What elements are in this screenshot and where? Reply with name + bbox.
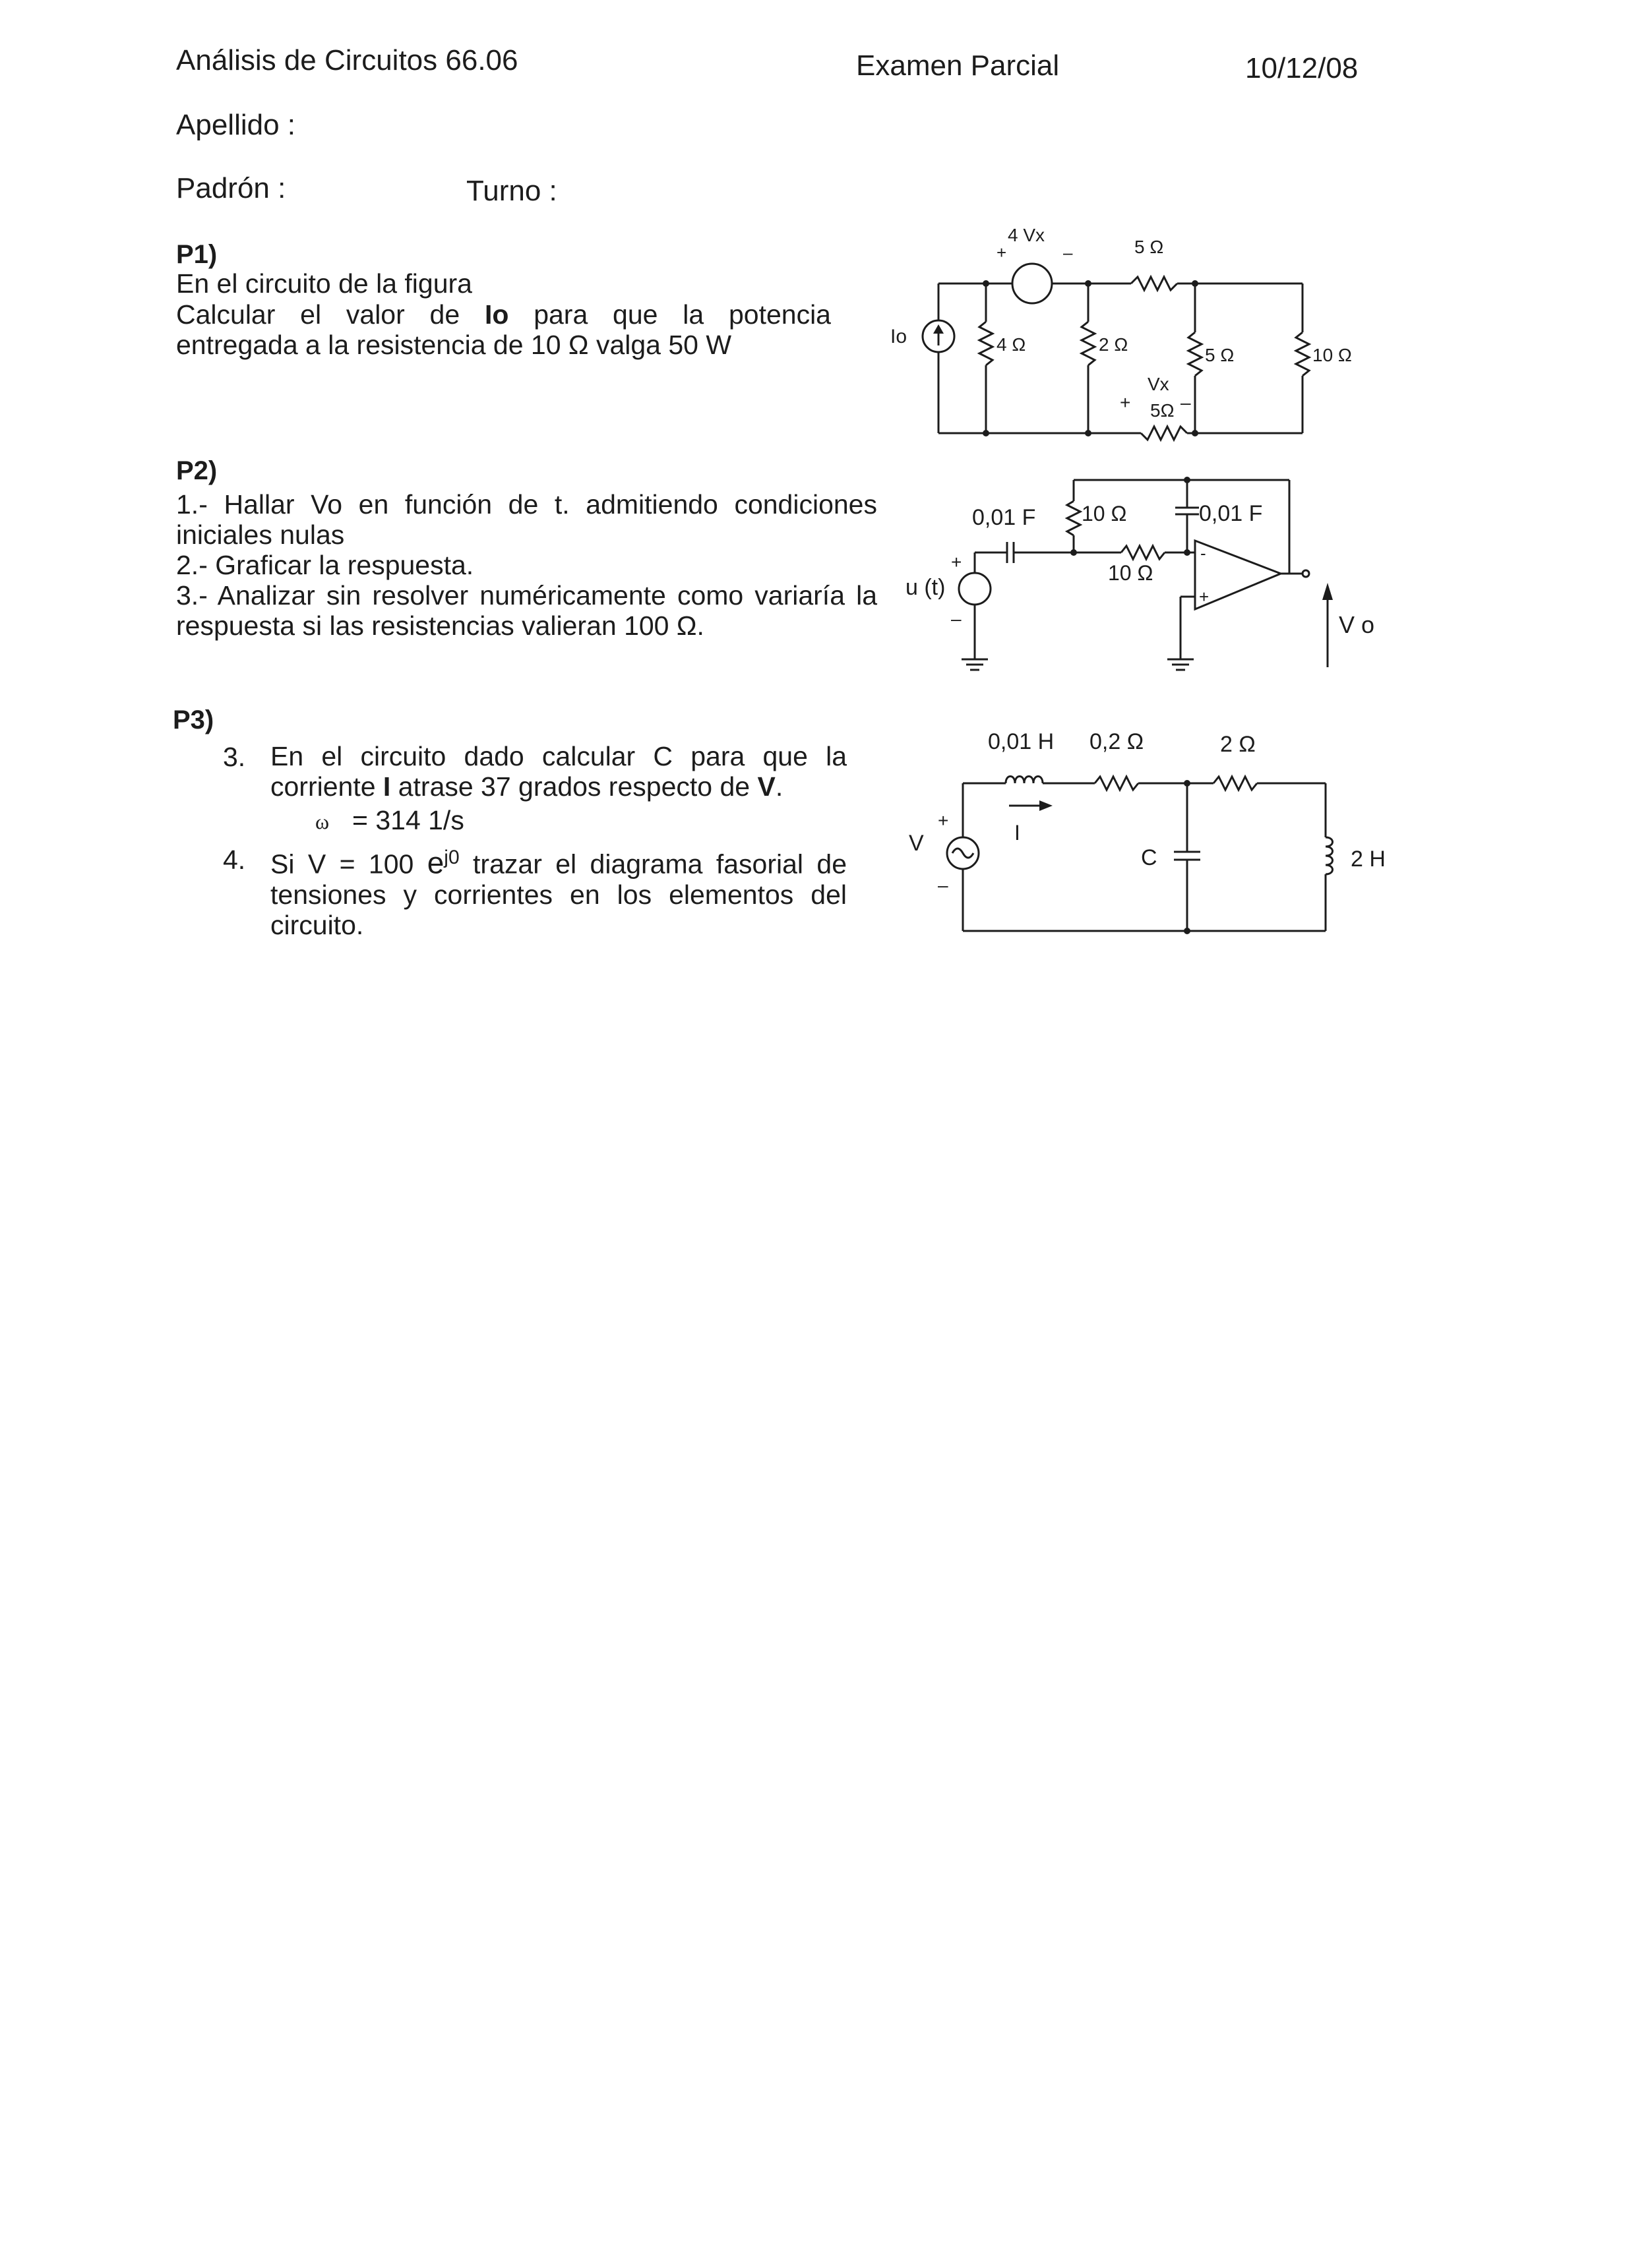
p2-opamp-minus: - xyxy=(1200,543,1206,563)
p1-label: P1) xyxy=(176,240,218,269)
p1-line-2a: Calcular el valor de xyxy=(176,299,485,330)
p2-c1-label: 0,01 F xyxy=(972,505,1036,530)
p1-r-top-label: 5 Ω xyxy=(1134,237,1164,257)
p3-i4-exponent: j0 xyxy=(444,847,460,868)
p3-v-plus: + xyxy=(938,810,949,831)
p3-item-3-line-1: En el circuito dado calcular C para que la xyxy=(270,741,847,771)
p1-r5v-label: 5 Ω xyxy=(1205,345,1235,365)
p3-v-minus: – xyxy=(938,875,948,895)
p1-line-1: En el circuito de la figura xyxy=(176,268,472,299)
p2-paragraph xyxy=(176,489,877,641)
p3-r2-label: 2 Ω xyxy=(1220,732,1256,757)
exam-date: 10/12/08 xyxy=(1245,52,1359,84)
p1-io-bold: Io xyxy=(484,299,509,330)
p3-voltage-bold: V xyxy=(757,771,776,802)
p3-i3-l2e: . xyxy=(775,771,783,802)
p3-i3-l2a: corriente xyxy=(270,771,383,802)
turno-label: Turno : xyxy=(466,175,557,207)
p3-l1-label: 0,01 H xyxy=(988,729,1055,754)
p3-i3-l2c: atrase 37 grados respecto de xyxy=(390,771,758,802)
p1-r10-label: 10 Ω xyxy=(1312,345,1352,365)
p1-line-2c: para que la potencia xyxy=(508,299,831,330)
p3-item-3-line-2 xyxy=(270,771,847,802)
p1-vx-plus: + xyxy=(1120,392,1131,413)
p2-c2-label: 0,01 F xyxy=(1199,501,1263,526)
p3-omega-symbol: ω xyxy=(315,810,330,833)
p1-circuit xyxy=(877,218,1378,448)
exam-title: Examen Parcial xyxy=(856,49,1060,82)
p2-line-2: iniciales nulas xyxy=(176,520,345,550)
p3-item-4-line-1 xyxy=(270,843,847,880)
p1-r2-label: 2 Ω xyxy=(1099,334,1128,355)
p3-label: P3) xyxy=(173,705,214,734)
p2-r1-label: 10 Ω xyxy=(1082,502,1127,525)
course-title: Análisis de Circuitos 66.06 xyxy=(176,44,518,76)
padron-label: Padrón : xyxy=(176,172,286,204)
p3-current-bold: I xyxy=(383,771,391,802)
p3-item-4-text xyxy=(270,843,847,940)
p3-v-label: V xyxy=(909,831,924,856)
p2-label: P2) xyxy=(176,456,218,485)
p3-omega-value: = 314 1/s xyxy=(352,805,464,835)
p1-dep-minus: – xyxy=(1063,243,1073,262)
p3-i4-e: e xyxy=(427,845,445,880)
p1-r4-label: 4 Ω xyxy=(996,334,1026,355)
p3-c-label: C xyxy=(1141,845,1157,870)
apellido-label: Apellido : xyxy=(176,109,296,141)
p3-item-3-text xyxy=(270,741,847,802)
p3-item-4-line-3: circuito. xyxy=(270,909,364,940)
p1-paragraph xyxy=(176,299,831,360)
p2-line-4: 3.- Analizar sin resolver numéricamente como variaría la xyxy=(176,580,877,611)
p1-vx-label: Vx xyxy=(1148,374,1169,394)
p2-line-5: respuesta si las resistencias valieran 100 Ω. xyxy=(176,611,704,641)
p3-i-label: I xyxy=(1014,821,1020,845)
p2-line-3: 2.- Graficar la respuesta. xyxy=(176,550,474,580)
p1-dep-source-label: 4 Vx xyxy=(1008,225,1045,245)
p3-l2-label: 2 H xyxy=(1351,847,1386,872)
p2-source-minus: – xyxy=(951,609,962,629)
p2-source-plus: + xyxy=(951,552,962,572)
p2-source-label: u (t) xyxy=(905,575,946,600)
p2-line-1: 1.- Hallar Vo en función de t. admitiendo condiciones xyxy=(176,489,877,520)
p3-i4-l1a: Si V = 100 xyxy=(270,849,427,880)
p3-item-4-number: 4. xyxy=(223,845,246,875)
p1-dep-plus: + xyxy=(996,243,1007,262)
p3-item-4-line-2: tensiones y corrientes en los elementos del xyxy=(270,879,847,910)
p1-line-2 xyxy=(176,299,831,330)
p3-item-3-number: 3. xyxy=(223,742,246,772)
p3-i4-l1b: trazar el diagrama fasorial de xyxy=(459,849,847,880)
p1-vx-minus: – xyxy=(1180,392,1191,413)
p2-circuit xyxy=(904,471,1392,689)
p2-r2-label: 10 Ω xyxy=(1108,561,1153,585)
p3-circuit xyxy=(904,725,1398,949)
p1-line-3: entregada a la resistencia de 10 Ω valga 50 W xyxy=(176,330,732,360)
p1-r-bottom-label: 5Ω xyxy=(1150,400,1175,421)
p3-r1-label: 0,2 Ω xyxy=(1089,729,1144,754)
p2-opamp-plus: + xyxy=(1199,587,1210,607)
p1-io-label: Io xyxy=(890,326,907,347)
p2-vo-label: V o xyxy=(1339,611,1375,638)
